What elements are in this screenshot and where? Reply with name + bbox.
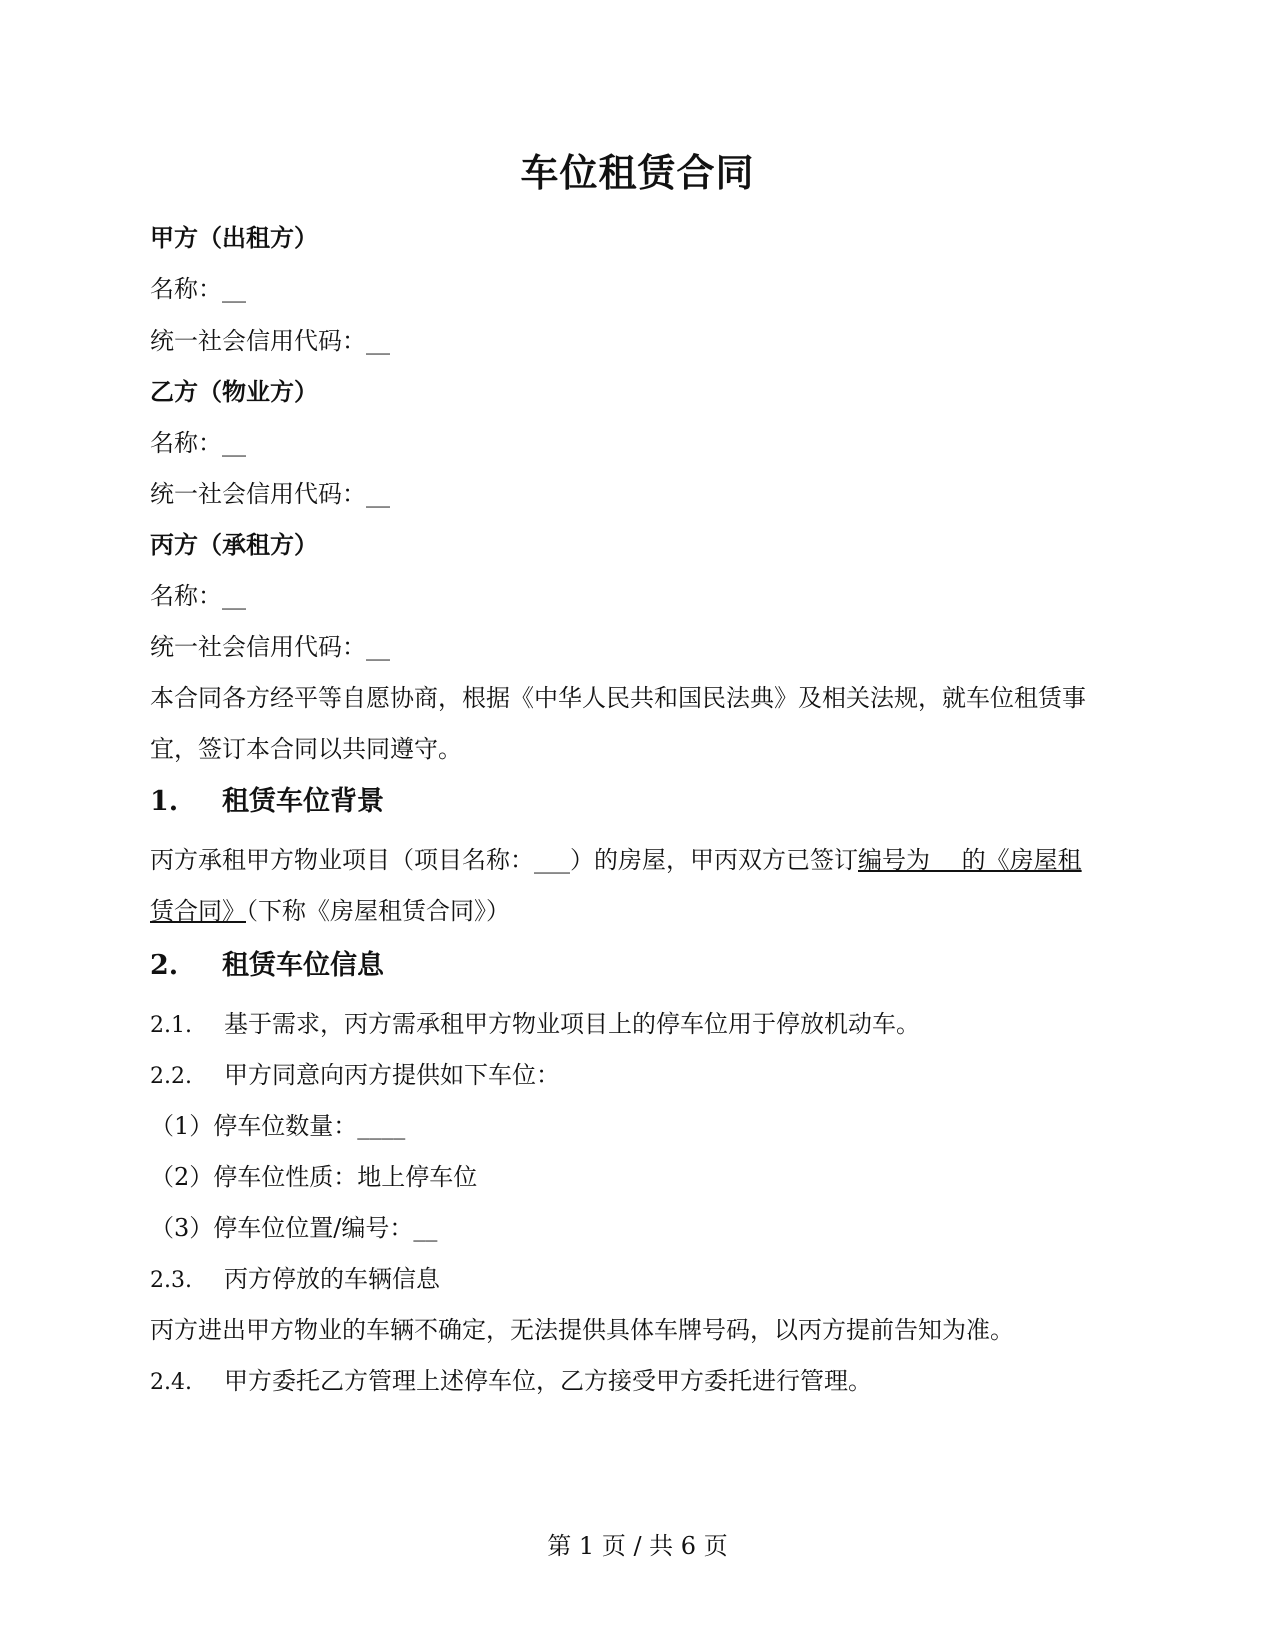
clause-2-4-text: 甲方委托乙方管理上述停车位，乙方接受甲方委托进行管理。 — [224, 1367, 872, 1395]
section-1-contract-ref-part2: 赁合同》 — [150, 897, 246, 925]
clause-2-3-number: 2.3. — [150, 1268, 192, 1293]
clause-2-2-sub-2: （2）停车位性质：地上停车位 — [150, 1163, 478, 1191]
party-c-name-label: 名称： — [150, 582, 222, 610]
section-1-prefix: 丙方承租甲方物业项目（项目名称： — [150, 846, 534, 874]
page-footer: 第 1 页 / 共 6 页 — [547, 1532, 728, 1560]
section-1-line-1 — [150, 846, 1082, 875]
party-a-name-value: __ — [222, 275, 246, 303]
party-a-name-label: 名称： — [150, 275, 222, 303]
section-1-title: 租赁车位背景 — [222, 786, 384, 817]
party-a-code-value: __ — [366, 327, 390, 355]
preamble-line-1: 本合同各方经平等自愿协商，根据《中华人民共和国民法典》及相关法规，就车位租赁事 — [150, 684, 1086, 712]
section-1-contract-ref-part1: 编号为 的《房屋租 — [858, 846, 1082, 874]
section-2-heading — [150, 950, 384, 982]
party-c-code-row — [150, 633, 390, 662]
party-b-name-label: 名称： — [150, 429, 222, 457]
clause-2-2-number: 2.2. — [150, 1064, 192, 1089]
party-c-name-value: __ — [222, 582, 246, 610]
section-1-number: 1. — [150, 786, 179, 817]
clause-2-2-text: 甲方同意向丙方提供如下车位： — [224, 1061, 560, 1089]
section-1-suffix: （下称《房屋租赁合同》） — [246, 897, 510, 925]
party-a-code-row — [150, 327, 390, 356]
clause-2-4 — [150, 1367, 872, 1396]
clause-2-3-text: 丙方停放的车辆信息 — [224, 1265, 440, 1293]
party-b-name-value: __ — [222, 429, 246, 457]
party-b-code-row — [150, 480, 390, 509]
document-title: 车位租赁合同 — [520, 150, 755, 195]
clause-2-1-text: 基于需求，丙方需承租甲方物业项目上的停车位用于停放机动车。 — [224, 1010, 920, 1038]
party-c-code-label: 统一社会信用代码： — [150, 633, 366, 661]
preamble-line-2: 宜，签订本合同以共同遵守。 — [150, 735, 462, 763]
party-c-code-value: __ — [366, 633, 390, 661]
clause-2-3 — [150, 1265, 440, 1294]
project-name-blank: ___ — [534, 846, 570, 874]
party-b-name-row — [150, 429, 246, 458]
party-a-name-row — [150, 275, 246, 304]
clause-2-4-number: 2.4. — [150, 1370, 192, 1395]
clause-2-3-detail: 丙方进出甲方物业的车辆不确定，无法提供具体车牌号码，以丙方提前告知为准。 — [150, 1316, 1014, 1344]
section-2-title: 租赁车位信息 — [222, 950, 384, 981]
party-b-code-value: __ — [366, 480, 390, 508]
party-a-code-label: 统一社会信用代码： — [150, 327, 366, 355]
section-2-number: 2. — [150, 950, 179, 981]
party-c-name-row — [150, 582, 246, 611]
party-b-heading: 乙方（物业方） — [150, 377, 318, 406]
clause-2-2-sub-3: （3）停车位位置/编号：__ — [150, 1214, 438, 1242]
party-a-heading: 甲方（出租方） — [150, 223, 318, 252]
section-1-line-2 — [150, 897, 510, 926]
section-1-heading — [150, 786, 384, 818]
clause-2-2 — [150, 1061, 560, 1090]
clause-2-1-number: 2.1. — [150, 1013, 192, 1038]
party-b-code-label: 统一社会信用代码： — [150, 480, 366, 508]
party-c-heading: 丙方（承租方） — [150, 530, 318, 559]
clause-2-1 — [150, 1010, 920, 1039]
clause-2-2-sub-1: （1）停车位数量：____ — [150, 1112, 406, 1140]
section-1-middle: ）的房屋，甲丙双方已签订 — [570, 846, 858, 874]
